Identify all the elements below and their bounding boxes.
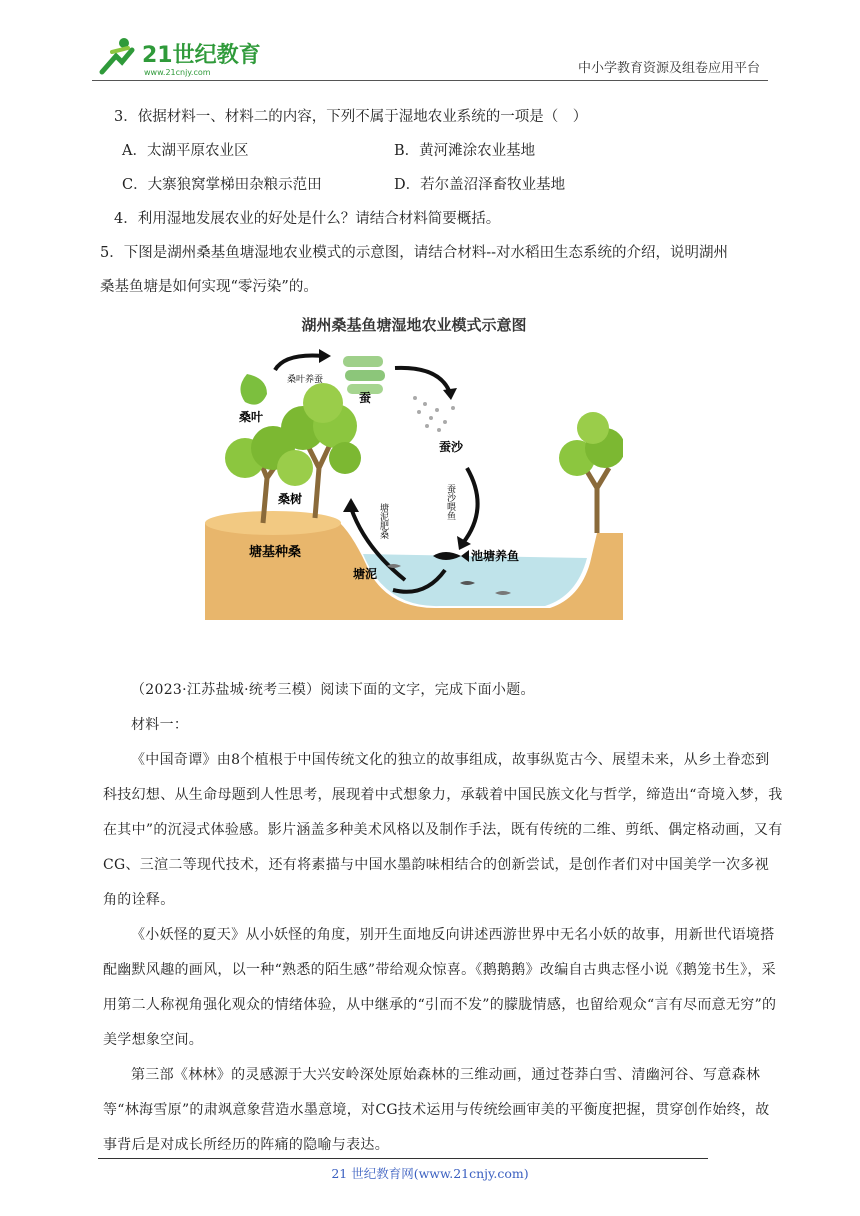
svg-text:蚕: 蚕: [358, 391, 372, 405]
svg-text:桑树: 桑树: [277, 492, 303, 506]
reading-section: [103, 673, 783, 1163]
diagram-title: 湖州桑基鱼塘湿地农业模式示意图: [301, 316, 527, 334]
page-header: [92, 30, 768, 81]
platform-name: 中小学教育资源及组卷应用平台: [577, 61, 760, 76]
paragraph-3: 第三部《林林》的灵感源于大兴安岭深处原始森林的三维动画，通过苍莽白雪、清幽河谷、写意森林等“林海雪原”的肃飒意象营造水墨意境，对CG技术运用与传统绘画审美的平衡度把握，贯穿创作始终，故事背后是对成长所经历的阵痛的隐喻与表达。: [103, 1067, 770, 1153]
svg-text:塘泥: 塘泥: [352, 567, 378, 581]
reading-intro: （2023·江苏盐城·统考三模）阅读下面的文字，完成下面小题。: [131, 682, 535, 698]
footer-divider: [98, 1158, 708, 1159]
svg-text:塘基种桑: 塘基种桑: [248, 545, 302, 560]
mulberry-fishpond-diagram: [205, 308, 623, 626]
option-b: B．黄河滩涂农业基地: [394, 143, 536, 159]
paragraph-1: 《中国奇谭》由8个植根于中国传统文化的独立的故事组成，故事纵览古今、展望未来，从乡土眷恋到科技幻想、从生命母题到人性思考，展现着中式想象力，承载着中国民族文化与哲学，缔造出“奇境入梦，我在其中”的沉浸式体验感。影片涵盖多种美术风格以及制作手法，既有传统的二维、剪纸、偶定格动画，又有CG、三渲二等现代技术，还有将素描与中国水墨韵味相结合的创新尝试，是创作者们对中国美学一次多视角的诠释。: [103, 752, 783, 908]
svg-text:21世纪教育: 21世纪教育: [142, 43, 261, 68]
bank-top: [205, 511, 341, 535]
site-logo: [92, 34, 262, 78]
leaf-icon: [240, 374, 267, 405]
paragraph-2: 《小妖怪的夏天》从小妖怪的角度，别开生面地反向讲述西游世界中无名小妖的故事，用新世代语境搭配幽默风趣的画风，以一种“熟悉的陌生感”带给观众惊喜。《鹅鹅鹅》改编自古典志怪小说《鹅笼书生》，采用第二人称视角强化观众的情绪体验，从中继承的“引而不发”的朦胧情感，也留给观众“言有尽而意无穷”的美学想象空间。: [103, 927, 777, 1048]
footer-text: 21 世纪教育网(www.21cnjy.com): [331, 1166, 529, 1181]
svg-text:塘泥肥桑: 塘泥肥桑: [378, 503, 388, 539]
option-d: D．若尔盖沼泽畜牧业基地: [394, 177, 566, 193]
options-row-1: [114, 134, 754, 168]
questions-block: [100, 100, 754, 304]
question-5-line1: 5．下图是湖州桑基鱼塘湿地农业模式的示意图，请结合材料--对水稻田生态系统的介绍，说明湖州: [100, 245, 729, 261]
option-c: C．大寨狼窝掌梯田杂粮示范田: [122, 177, 322, 193]
svg-text:桑叶养蚕: 桑叶养蚕: [287, 375, 324, 385]
svg-text:池塘养鱼: 池塘养鱼: [470, 549, 520, 563]
arrow-sand-to-fish: [463, 468, 478, 543]
silkworm-icon: [343, 356, 385, 394]
question-5-line2: 桑基鱼塘是如何实现“零污染”的。: [100, 279, 318, 295]
option-a: A．太湖平原农业区: [122, 143, 249, 159]
svg-text:蚕沙喂鱼: 蚕沙喂鱼: [445, 484, 455, 520]
svg-text:蚕沙: 蚕沙: [438, 440, 464, 454]
silkworm-sand-icon: [413, 396, 455, 432]
arrow-leaf-to-silkworm: [275, 356, 323, 370]
question-4: 4．利用湿地发展农业的好处是什么？请结合材料简要概括。: [114, 211, 501, 227]
options-row-2: [114, 168, 754, 202]
arrow-silkworm-to-sand: [395, 368, 450, 393]
mulberry-tree-right-icon: [559, 412, 623, 533]
svg-text:桑叶: 桑叶: [238, 410, 264, 424]
material-title: 材料一：: [131, 717, 189, 733]
question-3: 3．依据材料一、材料二的内容，下列不属于湿地农业系统的一项是（ ）: [114, 109, 588, 125]
svg-text:www.21cnjy.com: www.21cnjy.com: [144, 68, 211, 77]
